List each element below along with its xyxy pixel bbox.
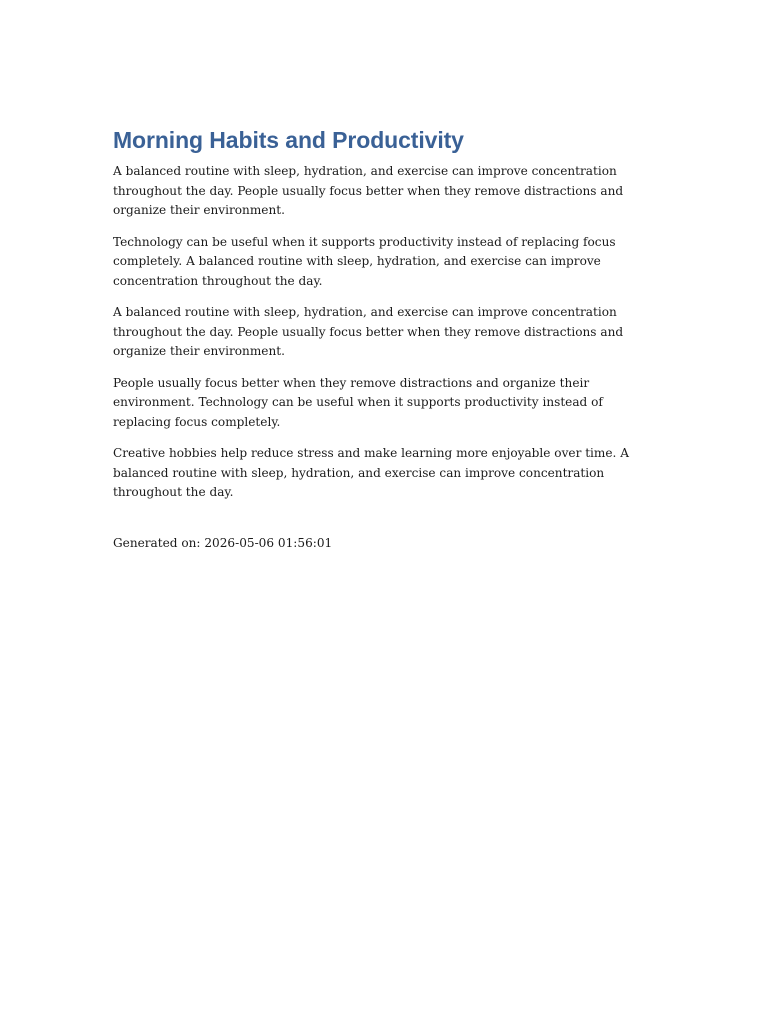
paragraph-3: A balanced routine with sleep, hydration, and exercise can improve concentration throughout the day. People usually focus better when they remove distractions and organize their environment. — [113, 305, 624, 358]
generated-timestamp: Generated on: 2026-05-06 01:56:01 — [113, 535, 333, 550]
paragraph-1: A balanced routine with sleep, hydration, and exercise can improve concentration throughout the day. People usually focus better when they remove distractions and organize their environment. — [113, 164, 624, 217]
paragraph-4: People usually focus better when they remove distractions and organize their environment. Technology can be useful when it supports productivity instead of replacing focus completely. — [113, 375, 603, 429]
paragraph-5: Creative hobbies help reduce stress and make learning more enjoyable over time. A balanced routine with sleep, hydration, and exercise can improve concentration throughout the day. — [113, 446, 629, 499]
document-page — [113, 124, 658, 553]
document-title: Morning Habits and Productivity — [113, 127, 464, 153]
paragraph-2: Technology can be useful when it supports productivity instead of replacing focus completely. A balanced routine with sleep, hydration, and exercise can improve concentration throughout the day. — [113, 234, 616, 288]
